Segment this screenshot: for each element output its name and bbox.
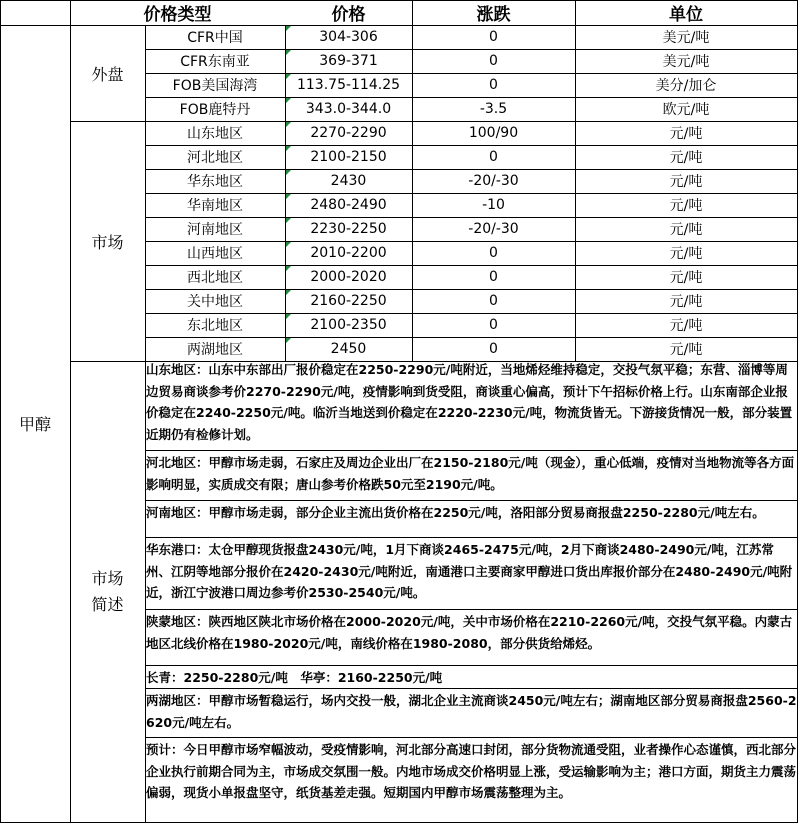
external-row-unit: 欧元/吨 [662, 102, 710, 118]
market-row-unit: 元/吨 [669, 318, 703, 334]
commentary-note: 河南地区：甲醇市场走弱，部分企业主流出货价格在2250元/吨，洛阳部分贸易商报盘2250-2280元/吨左右。 [146, 505, 765, 520]
market-row-unit: 元/吨 [669, 222, 703, 238]
external-row-name: FOB美国海湾 [172, 78, 258, 94]
market-row-unit: 元/吨 [669, 126, 703, 142]
market-row-change: 0 [489, 149, 498, 165]
external-row-price: 304-306 [319, 29, 378, 45]
market-row-change: 0 [489, 317, 498, 333]
market-row-unit: 元/吨 [669, 198, 703, 214]
market-row-name: 山东地区 [187, 126, 243, 142]
external-row-change: 0 [489, 29, 498, 45]
market-row-price: 2430 [330, 173, 367, 189]
cell-marker [286, 170, 291, 175]
market-row-name: 西北地区 [187, 270, 243, 286]
cell-marker [286, 50, 291, 55]
cell-marker [286, 146, 291, 151]
grid-line [70, 361, 798, 362]
external-row-unit: 美元/吨 [662, 30, 710, 46]
market-row-change: 0 [489, 293, 498, 309]
market-row-price: 2000-2020 [310, 269, 387, 285]
cell-marker [286, 218, 291, 223]
market-row-name: 山西地区 [187, 246, 243, 262]
grid-line [145, 145, 798, 146]
grid-line [0, 0, 1, 823]
market-row-change: 0 [489, 245, 498, 261]
grid-line [145, 289, 798, 290]
cell-marker [286, 266, 291, 271]
grid-line [0, 0, 798, 1]
commentary-note: 陕蒙地区：陕西地区陕北市场价格在2000-2020元/吨，关中市场价格在2210-2260元/吨，交投气氛平稳。内蒙古地区北线价格在1980-2020元/吨，南线价格在1980-2080，部分供货给烯烃。 [146, 614, 793, 651]
market-row-price: 2100-2350 [310, 317, 387, 333]
grid-line [145, 169, 798, 170]
grid-line [575, 0, 576, 362]
external-row-price: 113.75-114.25 [296, 77, 401, 93]
grid-line [0, 822, 798, 823]
header-price: 价格 [331, 5, 366, 25]
grid-line [412, 0, 413, 362]
market-row-name: 河南地区 [187, 222, 243, 238]
market-row-name: 华南地区 [187, 198, 243, 214]
grid-line [145, 537, 798, 538]
product-label: 甲醇 [18, 415, 51, 434]
market-row-price: 2100-2150 [310, 149, 387, 165]
external-row-change: 0 [489, 53, 498, 69]
external-row-price: 369-371 [319, 53, 378, 69]
external-row-price: 343.0-344.0 [305, 101, 392, 117]
cell-marker [286, 98, 291, 103]
market-row-change: -20/-30 [468, 221, 519, 237]
cell-marker [286, 122, 291, 127]
external-row-name: CFR中国 [187, 30, 243, 46]
grid-line [145, 665, 798, 666]
grid-line [70, 121, 798, 122]
market-row-unit: 元/吨 [669, 174, 703, 190]
header-unit: 单位 [669, 5, 703, 25]
grid-line [145, 193, 798, 194]
grid-line [145, 73, 798, 74]
cell-marker [286, 338, 291, 343]
cell-marker [286, 74, 291, 79]
external-row-name: FOB鹿特丹 [179, 102, 251, 118]
market-row-name: 两湖地区 [187, 342, 243, 358]
grid-line [145, 609, 798, 610]
market-row-unit: 元/吨 [669, 270, 703, 286]
grid-line [145, 313, 798, 314]
header-type: 价格类型 [143, 5, 212, 25]
market-row-change: 0 [489, 269, 498, 285]
grid-line [145, 97, 798, 98]
market-row-change: -20/-30 [468, 173, 519, 189]
market-row-change: 100/90 [468, 125, 519, 141]
grid-line [145, 241, 798, 242]
grid-line [145, 25, 146, 823]
commentary-note: 华东港口：太仓甲醇现货报盘2430元/吨，1月下商谈2465-2475元/吨，2月下商谈2480-2490元/吨，江苏常州、江阴等地部分报价在2420-2430元/吨附近，南通港口主要商家甲醇进口货出库报价部分在2480-2490元/吨附近，浙江宁波港口周边参考价2530-2540元/吨。 [146, 542, 793, 600]
market-row-name: 关中地区 [187, 294, 243, 310]
commentary-note: 两湖地区：甲醇市场暂稳运行，场内交投一般，湖北企业主流商谈2450元/吨左右；湖南地区部分贸易商报盘2560-2620元/吨左右。 [146, 693, 797, 730]
market-row-name: 华东地区 [187, 174, 243, 190]
market-row-unit: 元/吨 [669, 150, 703, 166]
market-row-price: 2270-2290 [310, 125, 387, 141]
commentary-note: 预计：今日甲醇市场窄幅波动，受疫情影响，河北部分高速口封闭，部分货物流通受阻，业者操作心态谨慎，西北部分企业执行前期合同为主，市场成交氛围一般。内地市场成交价格明显上涨，受运输影响为主；港口方面，期货主力震荡偏弱，现货小单报盘坚守，纸货基差走强。短期国内甲醇市场震荡整理为主。 [146, 742, 797, 800]
market-row-name: 河北地区 [187, 150, 243, 166]
cell-marker [286, 290, 291, 295]
market-row-name: 东北地区 [187, 318, 243, 334]
cell-marker [286, 26, 291, 31]
grid-line [145, 688, 798, 689]
market-row-unit: 元/吨 [669, 294, 703, 310]
commentary-note: 长青：2250-2280元/吨 华亭：2160-2250元/吨 [146, 670, 443, 685]
cell-marker [286, 242, 291, 247]
commentary-note: 山东地区：山东中东部出厂报价稳定在2250-2290元/吨附近，当地烯烃维持稳定，交投气氛平稳；东营、淄博等周边贸易商谈参考价2270-2290元/吨，疫情影响到货受阻，商谈重心偏高，预计下午招标价格上行。山东南部企业报价稳定在2240-2250元/吨。临沂当地送到价稳定在2220-2230元/吨，物流货皆无。下游接货情况一般，部分装置近期仍有检修计划。 [146, 362, 793, 442]
grid-line [145, 450, 798, 451]
grid-line [0, 25, 798, 26]
external-row-name: CFR东南亚 [180, 54, 250, 70]
external-row-change: -3.5 [479, 101, 508, 117]
external-row-change: 0 [489, 77, 498, 93]
cell-marker [286, 314, 291, 319]
grid-line [145, 337, 798, 338]
grid-line [145, 500, 798, 501]
external-row-unit: 美分/加仑 [655, 78, 717, 94]
group-commentary: 市场 简述 [91, 568, 124, 614]
market-row-unit: 元/吨 [669, 342, 703, 358]
commentary-note: 河北地区：甲醇市场走弱，石家庄及周边企业出厂在2150-2180元/吨（现金），重心低端，疫情对当地物流等各方面影响明显，实质成交有限；唐山参考价格跌50元至2190元/吨。 [146, 455, 795, 492]
market-row-price: 2230-2250 [310, 221, 387, 237]
market-row-price: 2450 [330, 341, 367, 357]
market-row-price: 2010-2200 [310, 245, 387, 261]
group-external: 外盘 [91, 64, 124, 84]
cell-marker [286, 194, 291, 199]
grid-line [145, 265, 798, 266]
market-row-change: 0 [489, 341, 498, 357]
grid-line [285, 25, 286, 362]
grid-line [70, 0, 71, 823]
market-row-price: 2480-2490 [310, 197, 387, 213]
grid-line [145, 217, 798, 218]
group-market: 市场 [91, 232, 124, 252]
market-row-change: -10 [482, 197, 505, 213]
grid-line [145, 49, 798, 50]
grid-line [797, 0, 798, 823]
grid-line [145, 737, 798, 738]
market-row-unit: 元/吨 [669, 246, 703, 262]
market-row-price: 2160-2250 [310, 293, 387, 309]
external-row-unit: 美元/吨 [662, 54, 710, 70]
header-change: 涨跌 [476, 5, 511, 25]
